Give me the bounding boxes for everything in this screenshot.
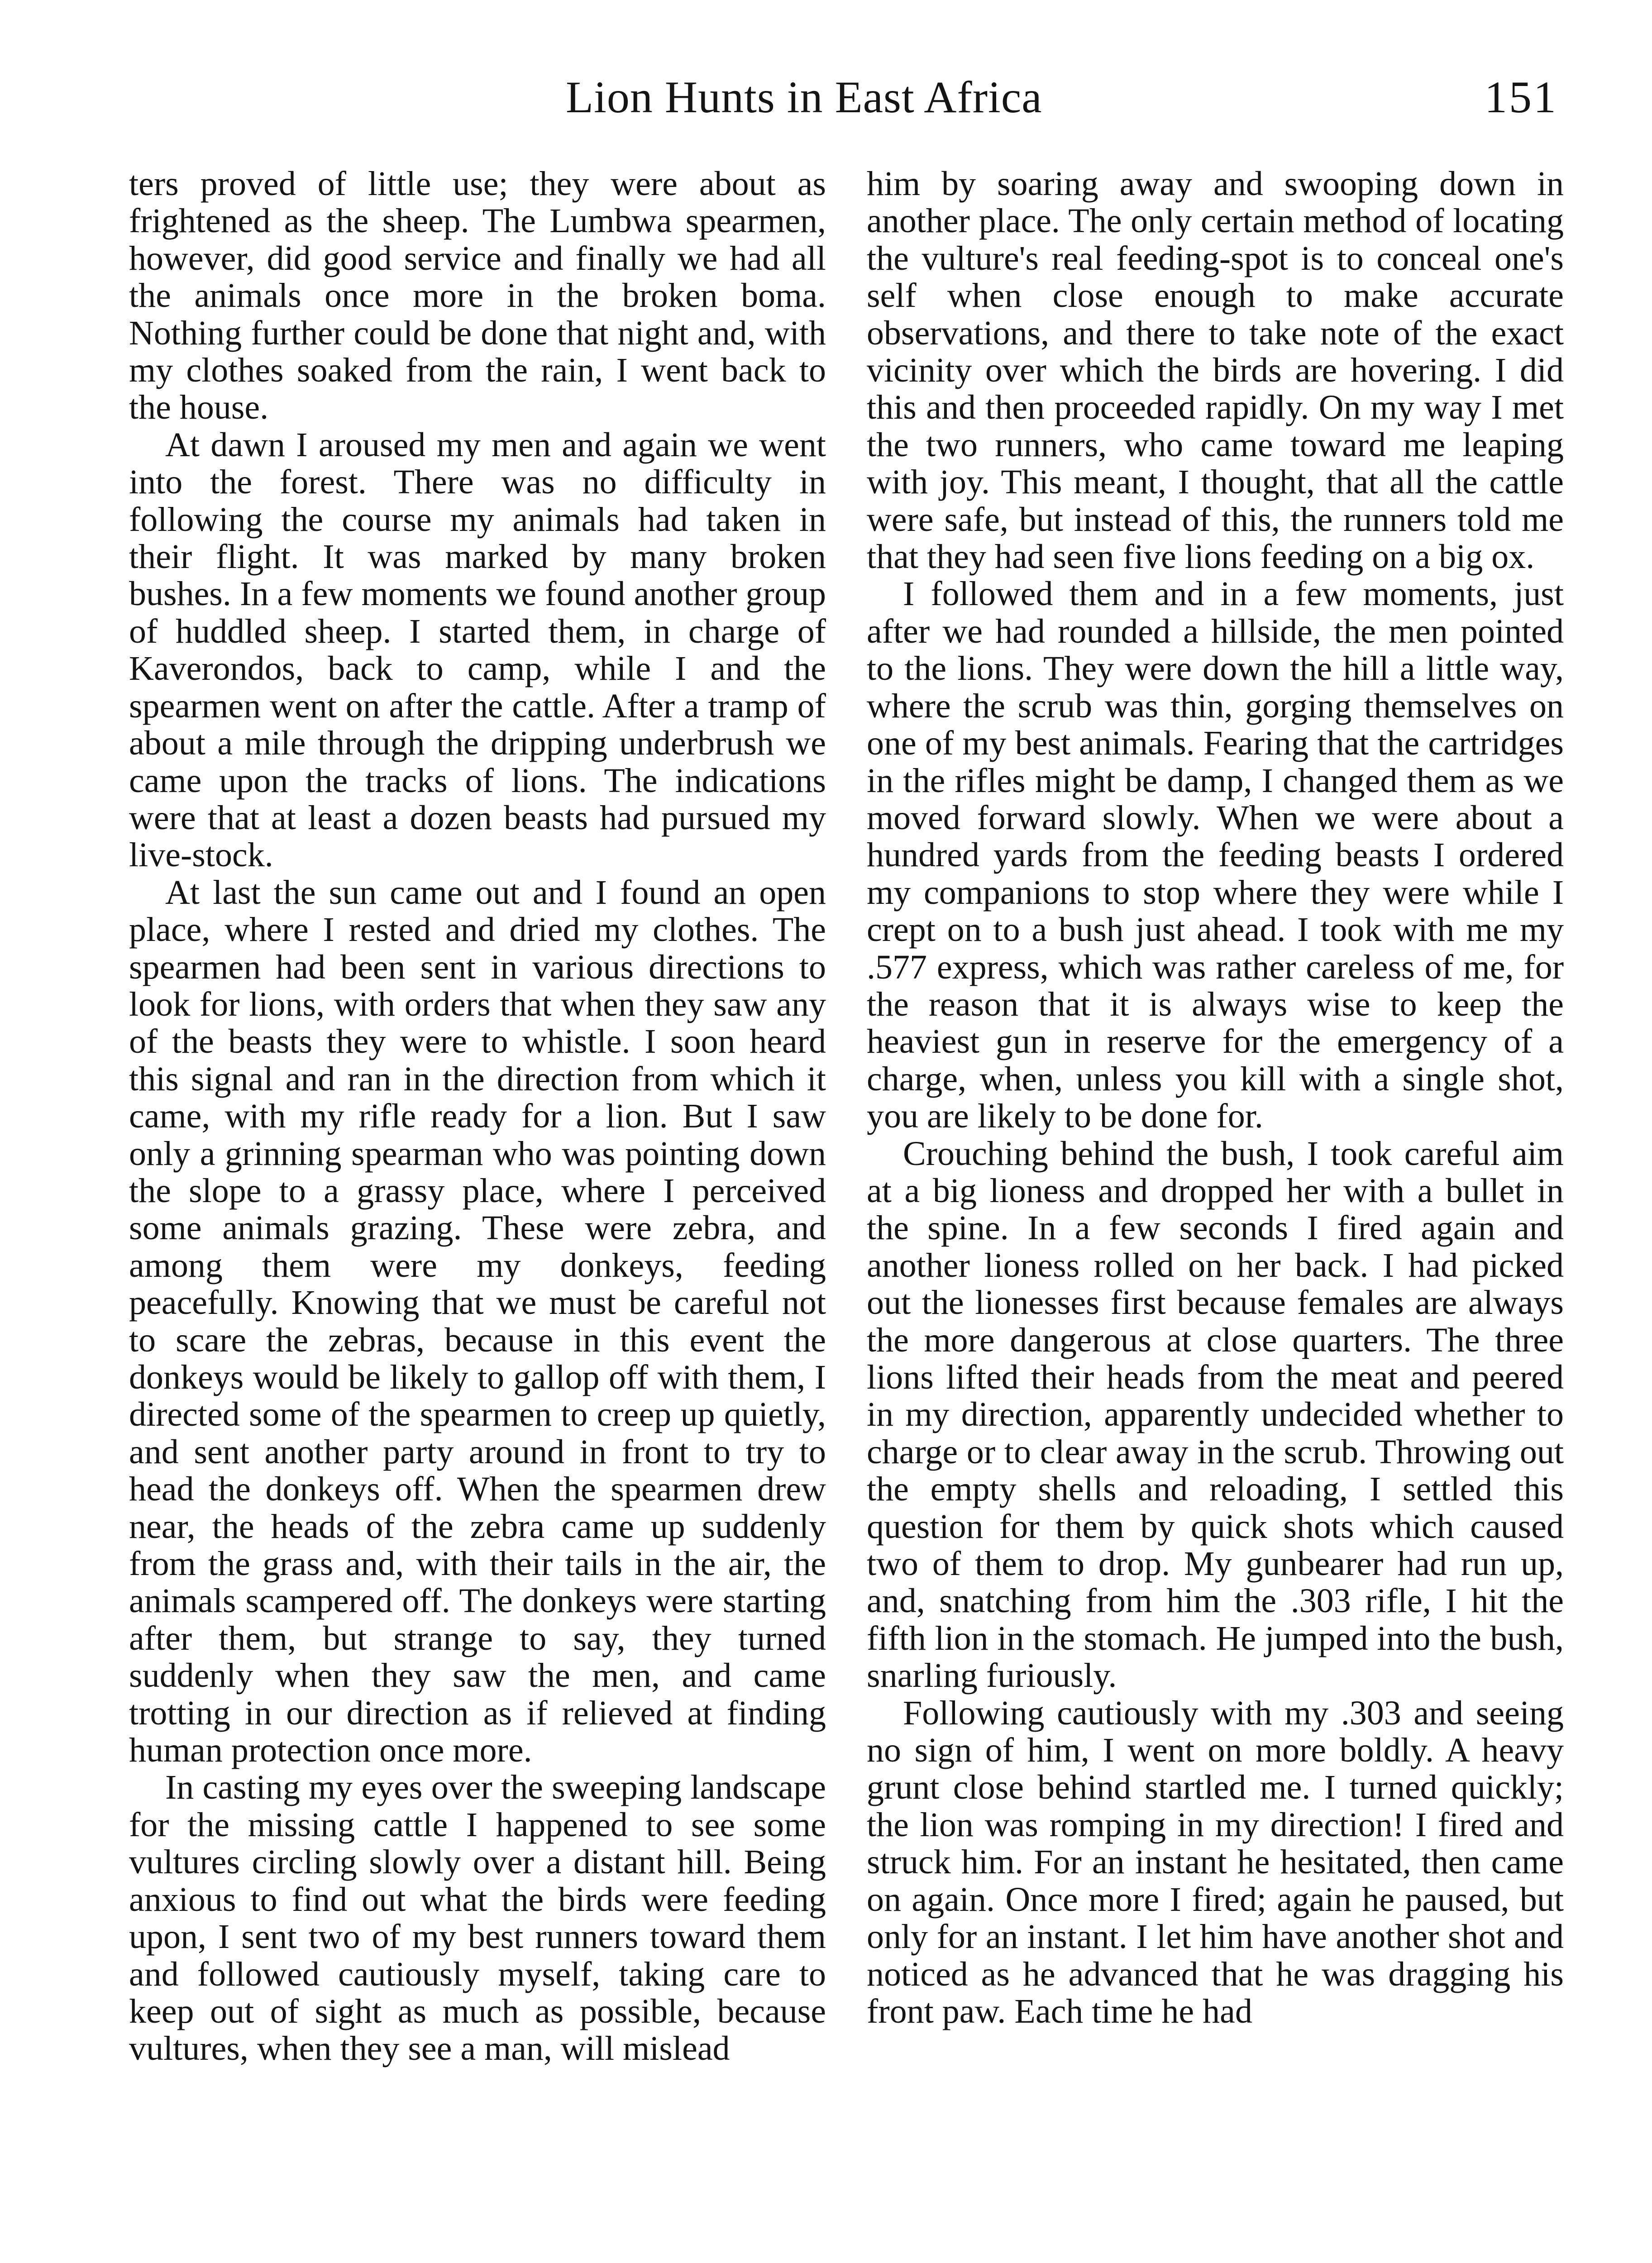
running-head — [0, 63, 1652, 131]
running-title: Lion Hunts in East Africa — [566, 72, 1042, 122]
paragraph: I followed them and in a few moments, just after we had rounded a hillside, the men pointed to the lions. They were down the hill a little way, where the scrub was thin, gorging themselves on one of my best animals. Fearing that the cartridges in the rifles might be damp, I changed them as we moved forward slowly. When we were about a hundred yards from the feeding beasts I ordered my companions to stop where they were while I crept on to a bush just ahead. I took with me my .577 express, which was rather careless of me, for the reason that it is always wise to keep the heaviest gun in reserve for the emergency of a charge, when, unless you kill with a single shot, you are likely to be done for. — [867, 575, 1564, 1136]
paragraph: At dawn I aroused my men and again we went into the forest. There was no difficulty in following the course my animals had taken in their flight. It was marked by many broken bushes. In a few moments we found another group of huddled sheep. I started them, in charge of Kaverondos, back to camp, while I and the spearmen went on after the cattle. After a tramp of about a mile through the dripping underbrush we came upon the tracks of lions. The indications were that at least a dozen beasts had pursued my live-stock. — [129, 425, 826, 874]
paragraph: ters proved of little use; they were about as frightened as the sheep. The Lumbwa spearmen, however, did good service and finally we had all the animals once more in the broken boma. Nothing further could be done that night and, with my clothes soaked from the rain, I went back to the house. — [129, 165, 826, 427]
left-text-column — [129, 165, 826, 2263]
paragraph: At last the sun came out and I found an open place, where I rested and dried my clothes. The spearmen had been sent in various directions to look for lions, with orders that when they saw any of the beasts they were to whistle. I soon heard this signal and ran in the direction from which it came, with my rifle ready for a lion. But I saw only a grinning spearman who was pointing down the slope to a grassy place, where I perceived some animals grazing. These were zebra, and among them were my donkeys, feeding peacefully. Knowing that we must be careful not to scare the zebras, because in this event the donkeys would be likely to gallop off with them, I directed some of the spearmen to creep up quietly, and sent another party around in front to try to head the donkeys off. When the spearmen drew near, the heads of the zebra came up suddenly from the grass and, with their tails in the air, the animals scampered off. The donkeys were starting after them, but strange to say, they turned suddenly when they saw the men, and came trotting in our direction as if relieved at finding human protection once more. — [129, 873, 826, 1770]
paragraph: Following cautiously with my .303 and seeing no sign of him, I went on more boldly. A heavy grunt close behind startled me. I turned quickly; the lion was romping in my direction! I fired and struck him. For an instant he hesitated, then came on again. Once more I fired; again he paused, but only for an instant. I let him have another shot and noticed as he advanced that he was dragging his front paw. Each time he had — [867, 1694, 1564, 2030]
right-text-column — [867, 165, 1564, 2263]
paragraph: Crouching behind the bush, I took careful aim at a big lioness and dropped her with a bullet in the spine. In a few seconds I fired again and another lioness rolled on her back. I had picked out the lionesses first because females are always the more dangerous at close quarters. The three lions lifted their heads from the meat and peered in my direction, apparently undecided whether to charge or to clear away in the scrub. Throwing out the empty shells and reloading, I settled this question for them by quick shots which caused two of them to drop. My gunbearer had run up, and, snatching from him the .303 rifle, I hit the fifth lion in the stomach. He jumped into the bush, snarling furiously. — [867, 1134, 1564, 1695]
paragraph: him by soaring away and swooping down in another place. The only certain method of locating the vulture's real feeding-spot is to conceal one's self when close enough to make accurate observations, and there to take note of the exact vicinity over which the birds are hovering. I did this and then proceeded rapidly. On my way I met the two runners, who came toward me leaping with joy. This meant, I thought, that all the cattle were safe, but instead of this, the runners told me that they had seen five lions feeding on a big ox. — [867, 165, 1564, 576]
paragraph: In casting my eyes over the sweeping landscape for the missing cattle I happened to see some vultures circling slowly over a distant hill. Being anxious to find out what the birds were feeding upon, I sent two of my best runners toward them and followed cautiously myself, taking care to keep out of sight as much as possible, because vultures, when they see a man, will mislead — [129, 1768, 826, 2068]
page-number: 151 — [1485, 72, 1558, 122]
